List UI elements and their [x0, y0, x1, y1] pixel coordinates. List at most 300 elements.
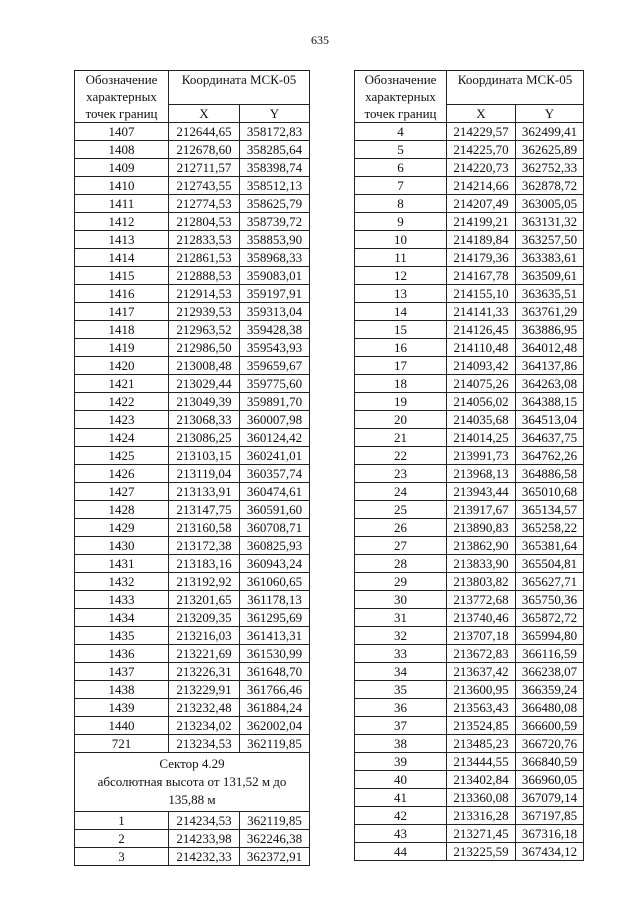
table-row [355, 501, 584, 519]
table-row [75, 357, 310, 375]
point-number-cell: 15 [355, 321, 447, 339]
y-coordinate-cell: 358512,13 [240, 177, 310, 195]
x-coordinate-cell: 213172,38 [169, 537, 240, 555]
point-number-cell: 9 [355, 213, 447, 231]
point-number-cell: 38 [355, 735, 447, 753]
x-coordinate-cell: 213068,33 [169, 411, 240, 429]
y-coordinate-cell: 363257,50 [516, 231, 584, 249]
x-coordinate-cell: 213862,90 [447, 537, 516, 555]
point-number-cell: 1440 [75, 717, 169, 735]
table-row [355, 393, 584, 411]
x-coordinate-cell: 214014,25 [447, 429, 516, 447]
point-number-cell: 1413 [75, 231, 169, 249]
x-coordinate-cell: 213209,35 [169, 609, 240, 627]
x-coordinate-cell: 213772,68 [447, 591, 516, 609]
point-number-cell: 1426 [75, 465, 169, 483]
x-coordinate-cell: 213943,44 [447, 483, 516, 501]
y-coordinate-cell: 359891,70 [240, 393, 310, 411]
table-row [75, 663, 310, 681]
x-coordinate-cell: 214199,21 [447, 213, 516, 231]
y-coordinate-cell: 365010,68 [516, 483, 584, 501]
table-row [75, 591, 310, 609]
y-coordinate-cell: 359659,67 [240, 357, 310, 375]
point-number-cell: 1431 [75, 555, 169, 573]
table-row [75, 393, 310, 411]
x-coordinate-cell: 214232,33 [169, 848, 240, 866]
y-coordinate-cell: 362625,89 [516, 141, 584, 159]
x-coordinate-cell: 213192,92 [169, 573, 240, 591]
x-coordinate-cell: 214214,66 [447, 177, 516, 195]
x-coordinate-cell: 213234,53 [169, 735, 240, 753]
table-row [75, 681, 310, 699]
point-number-cell: 37 [355, 717, 447, 735]
point-number-cell: 8 [355, 195, 447, 213]
point-number-cell: 1 [75, 812, 169, 830]
x-coordinate-cell: 214189,84 [447, 231, 516, 249]
header-point-label: Обозначение характерных точек границ [75, 71, 169, 123]
x-coordinate-cell: 214110,48 [447, 339, 516, 357]
y-coordinate-cell: 361295,69 [240, 609, 310, 627]
x-coordinate-cell: 213160,58 [169, 519, 240, 537]
table-row [355, 825, 584, 843]
table-row [75, 645, 310, 663]
point-number-cell: 1438 [75, 681, 169, 699]
coordinates-table-left [74, 70, 310, 866]
point-number-cell: 1430 [75, 537, 169, 555]
x-coordinate-cell: 214179,36 [447, 249, 516, 267]
point-number-cell: 1432 [75, 573, 169, 591]
table-row [75, 159, 310, 177]
table-row [355, 573, 584, 591]
y-coordinate-cell: 360474,61 [240, 483, 310, 501]
y-coordinate-cell: 361060,65 [240, 573, 310, 591]
table-row [355, 465, 584, 483]
sector-caption [75, 753, 310, 812]
point-number-cell: 39 [355, 753, 447, 771]
table-row [355, 591, 584, 609]
point-number-cell: 1414 [75, 249, 169, 267]
y-coordinate-cell: 360591,60 [240, 501, 310, 519]
point-number-cell: 13 [355, 285, 447, 303]
table-row [355, 627, 584, 645]
point-number-cell: 32 [355, 627, 447, 645]
table-row [355, 807, 584, 825]
x-coordinate-cell: 214056,02 [447, 393, 516, 411]
y-coordinate-cell: 363131,32 [516, 213, 584, 231]
x-coordinate-cell: 212774,53 [169, 195, 240, 213]
y-coordinate-cell: 364012,48 [516, 339, 584, 357]
point-number-cell: 1419 [75, 339, 169, 357]
x-coordinate-cell: 213201,65 [169, 591, 240, 609]
point-number-cell: 1422 [75, 393, 169, 411]
table-row [75, 848, 310, 866]
x-coordinate-cell: 213119,04 [169, 465, 240, 483]
table-row [75, 123, 310, 141]
table-row [355, 681, 584, 699]
point-number-cell: 18 [355, 375, 447, 393]
y-coordinate-cell: 366238,07 [516, 663, 584, 681]
y-coordinate-cell: 358968,33 [240, 249, 310, 267]
x-coordinate-cell: 213991,73 [447, 447, 516, 465]
y-coordinate-cell: 363761,29 [516, 303, 584, 321]
x-coordinate-cell: 214229,57 [447, 123, 516, 141]
point-number-cell: 34 [355, 663, 447, 681]
table-row [355, 141, 584, 159]
point-number-cell: 1411 [75, 195, 169, 213]
table-row [75, 231, 310, 249]
y-coordinate-cell: 364886,58 [516, 465, 584, 483]
y-coordinate-cell: 363635,51 [516, 285, 584, 303]
y-coordinate-cell: 361413,31 [240, 627, 310, 645]
x-coordinate-cell: 214035,68 [447, 411, 516, 429]
point-number-cell: 1408 [75, 141, 169, 159]
y-coordinate-cell: 364762,26 [516, 447, 584, 465]
y-coordinate-cell: 358398,74 [240, 159, 310, 177]
y-coordinate-cell: 359428,38 [240, 321, 310, 339]
point-number-cell: 1417 [75, 303, 169, 321]
table-row [75, 465, 310, 483]
y-coordinate-cell: 362002,04 [240, 717, 310, 735]
point-number-cell: 22 [355, 447, 447, 465]
point-number-cell: 1412 [75, 213, 169, 231]
point-number-cell: 2 [75, 830, 169, 848]
y-coordinate-cell: 364263,08 [516, 375, 584, 393]
x-coordinate-cell: 212804,53 [169, 213, 240, 231]
table-row [355, 195, 584, 213]
point-number-cell: 1415 [75, 267, 169, 285]
table-row [355, 483, 584, 501]
point-number-cell: 1428 [75, 501, 169, 519]
y-coordinate-cell: 365134,57 [516, 501, 584, 519]
table-row [355, 843, 584, 861]
y-coordinate-cell: 362246,38 [240, 830, 310, 848]
point-number-cell: 21 [355, 429, 447, 447]
table-row [355, 231, 584, 249]
table-row [355, 303, 584, 321]
x-coordinate-cell: 213226,31 [169, 663, 240, 681]
x-coordinate-cell: 213029,44 [169, 375, 240, 393]
sector-row [75, 753, 310, 812]
y-coordinate-cell: 361178,13 [240, 591, 310, 609]
point-number-cell: 41 [355, 789, 447, 807]
x-coordinate-cell: 213133,91 [169, 483, 240, 501]
table-row [355, 663, 584, 681]
y-coordinate-cell: 358853,90 [240, 231, 310, 249]
table-row [355, 753, 584, 771]
y-coordinate-cell: 363509,61 [516, 267, 584, 285]
x-coordinate-cell: 212888,53 [169, 267, 240, 285]
y-coordinate-cell: 359197,91 [240, 285, 310, 303]
table-row [355, 519, 584, 537]
table-row [355, 735, 584, 753]
y-coordinate-cell: 360357,74 [240, 465, 310, 483]
y-coordinate-cell: 362372,91 [240, 848, 310, 866]
y-coordinate-cell: 363383,61 [516, 249, 584, 267]
x-coordinate-cell: 213360,08 [447, 789, 516, 807]
x-coordinate-cell: 212963,52 [169, 321, 240, 339]
table-row [75, 285, 310, 303]
y-coordinate-cell: 358172,83 [240, 123, 310, 141]
x-coordinate-cell: 212833,53 [169, 231, 240, 249]
x-coordinate-cell: 213672,83 [447, 645, 516, 663]
point-number-cell: 33 [355, 645, 447, 663]
point-number-cell: 24 [355, 483, 447, 501]
x-coordinate-cell: 213216,03 [169, 627, 240, 645]
table-row [75, 501, 310, 519]
table-row [355, 285, 584, 303]
point-number-cell: 12 [355, 267, 447, 285]
table-row [75, 555, 310, 573]
y-coordinate-cell: 365381,64 [516, 537, 584, 555]
x-coordinate-cell: 213008,48 [169, 357, 240, 375]
x-coordinate-cell: 213103,15 [169, 447, 240, 465]
sector-description: абсолютная высота от 131,52 м до 135,88 м [97, 774, 287, 807]
y-coordinate-cell: 367197,85 [516, 807, 584, 825]
point-number-cell: 25 [355, 501, 447, 519]
x-coordinate-cell: 214093,42 [447, 357, 516, 375]
left-table-body [75, 123, 310, 753]
point-number-cell: 5 [355, 141, 447, 159]
y-coordinate-cell: 363005,05 [516, 195, 584, 213]
x-coordinate-cell: 212914,53 [169, 285, 240, 303]
y-coordinate-cell: 366960,05 [516, 771, 584, 789]
table-row [355, 375, 584, 393]
x-coordinate-cell: 213524,85 [447, 717, 516, 735]
point-number-cell: 1420 [75, 357, 169, 375]
x-coordinate-cell: 213402,84 [447, 771, 516, 789]
x-coordinate-cell: 213600,95 [447, 681, 516, 699]
table-row [355, 267, 584, 285]
table-row [355, 159, 584, 177]
y-coordinate-cell: 365258,22 [516, 519, 584, 537]
table-row [75, 303, 310, 321]
point-number-cell: 1421 [75, 375, 169, 393]
table-row [75, 411, 310, 429]
x-coordinate-cell: 214207,49 [447, 195, 516, 213]
table-row [355, 555, 584, 573]
table-row [75, 830, 310, 848]
table-row [355, 339, 584, 357]
point-number-cell: 28 [355, 555, 447, 573]
point-number-cell: 17 [355, 357, 447, 375]
y-coordinate-cell: 360708,71 [240, 519, 310, 537]
y-coordinate-cell: 361648,70 [240, 663, 310, 681]
header-y-label: Y [516, 105, 584, 123]
sector-table-body [75, 812, 310, 866]
y-coordinate-cell: 361766,46 [240, 681, 310, 699]
table-row [75, 249, 310, 267]
point-number-cell: 1416 [75, 285, 169, 303]
table-row [75, 447, 310, 465]
y-coordinate-cell: 361884,24 [240, 699, 310, 717]
y-coordinate-cell: 360007,98 [240, 411, 310, 429]
y-coordinate-cell: 360825,93 [240, 537, 310, 555]
table-row [75, 195, 310, 213]
point-number-cell: 1439 [75, 699, 169, 717]
table-row [355, 717, 584, 735]
x-coordinate-cell: 212861,53 [169, 249, 240, 267]
table-row [75, 537, 310, 555]
point-number-cell: 1423 [75, 411, 169, 429]
x-coordinate-cell: 213890,83 [447, 519, 516, 537]
table-row [355, 177, 584, 195]
table-row [75, 573, 310, 591]
sector-title: Сектор 4.29 [159, 756, 225, 771]
y-coordinate-cell: 364137,86 [516, 357, 584, 375]
x-coordinate-cell: 213232,48 [169, 699, 240, 717]
y-coordinate-cell: 362878,72 [516, 177, 584, 195]
table-row [355, 357, 584, 375]
x-coordinate-cell: 214155,10 [447, 285, 516, 303]
point-number-cell: 27 [355, 537, 447, 555]
table-row [75, 339, 310, 357]
point-number-cell: 1427 [75, 483, 169, 501]
table-row [75, 699, 310, 717]
x-coordinate-cell: 213803,82 [447, 573, 516, 591]
point-number-cell: 19 [355, 393, 447, 411]
table-row [75, 429, 310, 447]
table-row [75, 519, 310, 537]
point-number-cell: 1435 [75, 627, 169, 645]
y-coordinate-cell: 358625,79 [240, 195, 310, 213]
x-coordinate-cell: 212743,55 [169, 177, 240, 195]
y-coordinate-cell: 361530,99 [240, 645, 310, 663]
x-coordinate-cell: 213444,55 [447, 753, 516, 771]
x-coordinate-cell: 213707,18 [447, 627, 516, 645]
x-coordinate-cell: 214141,33 [447, 303, 516, 321]
table-row [355, 213, 584, 231]
point-number-cell: 20 [355, 411, 447, 429]
table-row [355, 447, 584, 465]
y-coordinate-cell: 364637,75 [516, 429, 584, 447]
y-coordinate-cell: 365504,81 [516, 555, 584, 573]
point-number-cell: 42 [355, 807, 447, 825]
point-number-cell: 1433 [75, 591, 169, 609]
x-coordinate-cell: 213234,02 [169, 717, 240, 735]
table-row [75, 375, 310, 393]
x-coordinate-cell: 213485,23 [447, 735, 516, 753]
point-number-cell: 721 [75, 735, 169, 753]
x-coordinate-cell: 214233,98 [169, 830, 240, 848]
table-row [75, 627, 310, 645]
point-number-cell: 14 [355, 303, 447, 321]
point-number-cell: 7 [355, 177, 447, 195]
x-coordinate-cell: 214075,26 [447, 375, 516, 393]
header-x-label: X [169, 105, 240, 123]
point-number-cell: 16 [355, 339, 447, 357]
x-coordinate-cell: 213221,69 [169, 645, 240, 663]
table-row [355, 645, 584, 663]
table-row [75, 321, 310, 339]
point-number-cell: 36 [355, 699, 447, 717]
table-row [75, 609, 310, 627]
point-number-cell: 11 [355, 249, 447, 267]
y-coordinate-cell: 362499,41 [516, 123, 584, 141]
x-coordinate-cell: 213049,39 [169, 393, 240, 411]
table-row [355, 411, 584, 429]
y-coordinate-cell: 364388,15 [516, 393, 584, 411]
point-number-cell: 29 [355, 573, 447, 591]
table-row [355, 771, 584, 789]
x-coordinate-cell: 212678,60 [169, 141, 240, 159]
y-coordinate-cell: 367079,14 [516, 789, 584, 807]
x-coordinate-cell: 214234,53 [169, 812, 240, 830]
x-coordinate-cell: 213147,75 [169, 501, 240, 519]
y-coordinate-cell: 359313,04 [240, 303, 310, 321]
y-coordinate-cell: 367434,12 [516, 843, 584, 861]
y-coordinate-cell: 359083,01 [240, 267, 310, 285]
table-row [355, 123, 584, 141]
y-coordinate-cell: 365750,36 [516, 591, 584, 609]
table-row [355, 321, 584, 339]
x-coordinate-cell: 213833,90 [447, 555, 516, 573]
table-row [355, 699, 584, 717]
table-row [355, 609, 584, 627]
y-coordinate-cell: 363886,95 [516, 321, 584, 339]
y-coordinate-cell: 366359,24 [516, 681, 584, 699]
point-number-cell: 4 [355, 123, 447, 141]
point-number-cell: 44 [355, 843, 447, 861]
header-coord-label: Координата МСК-05 [169, 71, 310, 105]
point-number-cell: 1436 [75, 645, 169, 663]
table-row [75, 735, 310, 753]
y-coordinate-cell: 366116,59 [516, 645, 584, 663]
y-coordinate-cell: 362752,33 [516, 159, 584, 177]
x-coordinate-cell: 213740,46 [447, 609, 516, 627]
point-number-cell: 30 [355, 591, 447, 609]
y-coordinate-cell: 365994,80 [516, 627, 584, 645]
table-row [75, 141, 310, 159]
x-coordinate-cell: 213917,67 [447, 501, 516, 519]
coordinates-table-right [354, 70, 584, 861]
x-coordinate-cell: 213637,42 [447, 663, 516, 681]
point-number-cell: 35 [355, 681, 447, 699]
point-number-cell: 3 [75, 848, 169, 866]
x-coordinate-cell: 212939,53 [169, 303, 240, 321]
point-number-cell: 43 [355, 825, 447, 843]
y-coordinate-cell: 362119,85 [240, 735, 310, 753]
y-coordinate-cell: 360943,24 [240, 555, 310, 573]
y-coordinate-cell: 364513,04 [516, 411, 584, 429]
y-coordinate-cell: 359543,93 [240, 339, 310, 357]
point-number-cell: 1434 [75, 609, 169, 627]
point-number-cell: 1429 [75, 519, 169, 537]
table-row [355, 789, 584, 807]
x-coordinate-cell: 212711,57 [169, 159, 240, 177]
y-coordinate-cell: 366720,76 [516, 735, 584, 753]
point-number-cell: 6 [355, 159, 447, 177]
point-number-cell: 1407 [75, 123, 169, 141]
x-coordinate-cell: 213229,91 [169, 681, 240, 699]
table-row [355, 249, 584, 267]
table-row [75, 812, 310, 830]
point-number-cell: 26 [355, 519, 447, 537]
page-number: 635 [311, 33, 329, 47]
point-number-cell: 40 [355, 771, 447, 789]
y-coordinate-cell: 366480,08 [516, 699, 584, 717]
table-row [75, 483, 310, 501]
x-coordinate-cell: 213183,16 [169, 555, 240, 573]
point-number-cell: 1437 [75, 663, 169, 681]
x-coordinate-cell: 212644,65 [169, 123, 240, 141]
x-coordinate-cell: 214126,45 [447, 321, 516, 339]
y-coordinate-cell: 366600,59 [516, 717, 584, 735]
x-coordinate-cell: 213968,13 [447, 465, 516, 483]
x-coordinate-cell: 214167,78 [447, 267, 516, 285]
x-coordinate-cell: 213271,45 [447, 825, 516, 843]
point-number-cell: 23 [355, 465, 447, 483]
point-number-cell: 10 [355, 231, 447, 249]
